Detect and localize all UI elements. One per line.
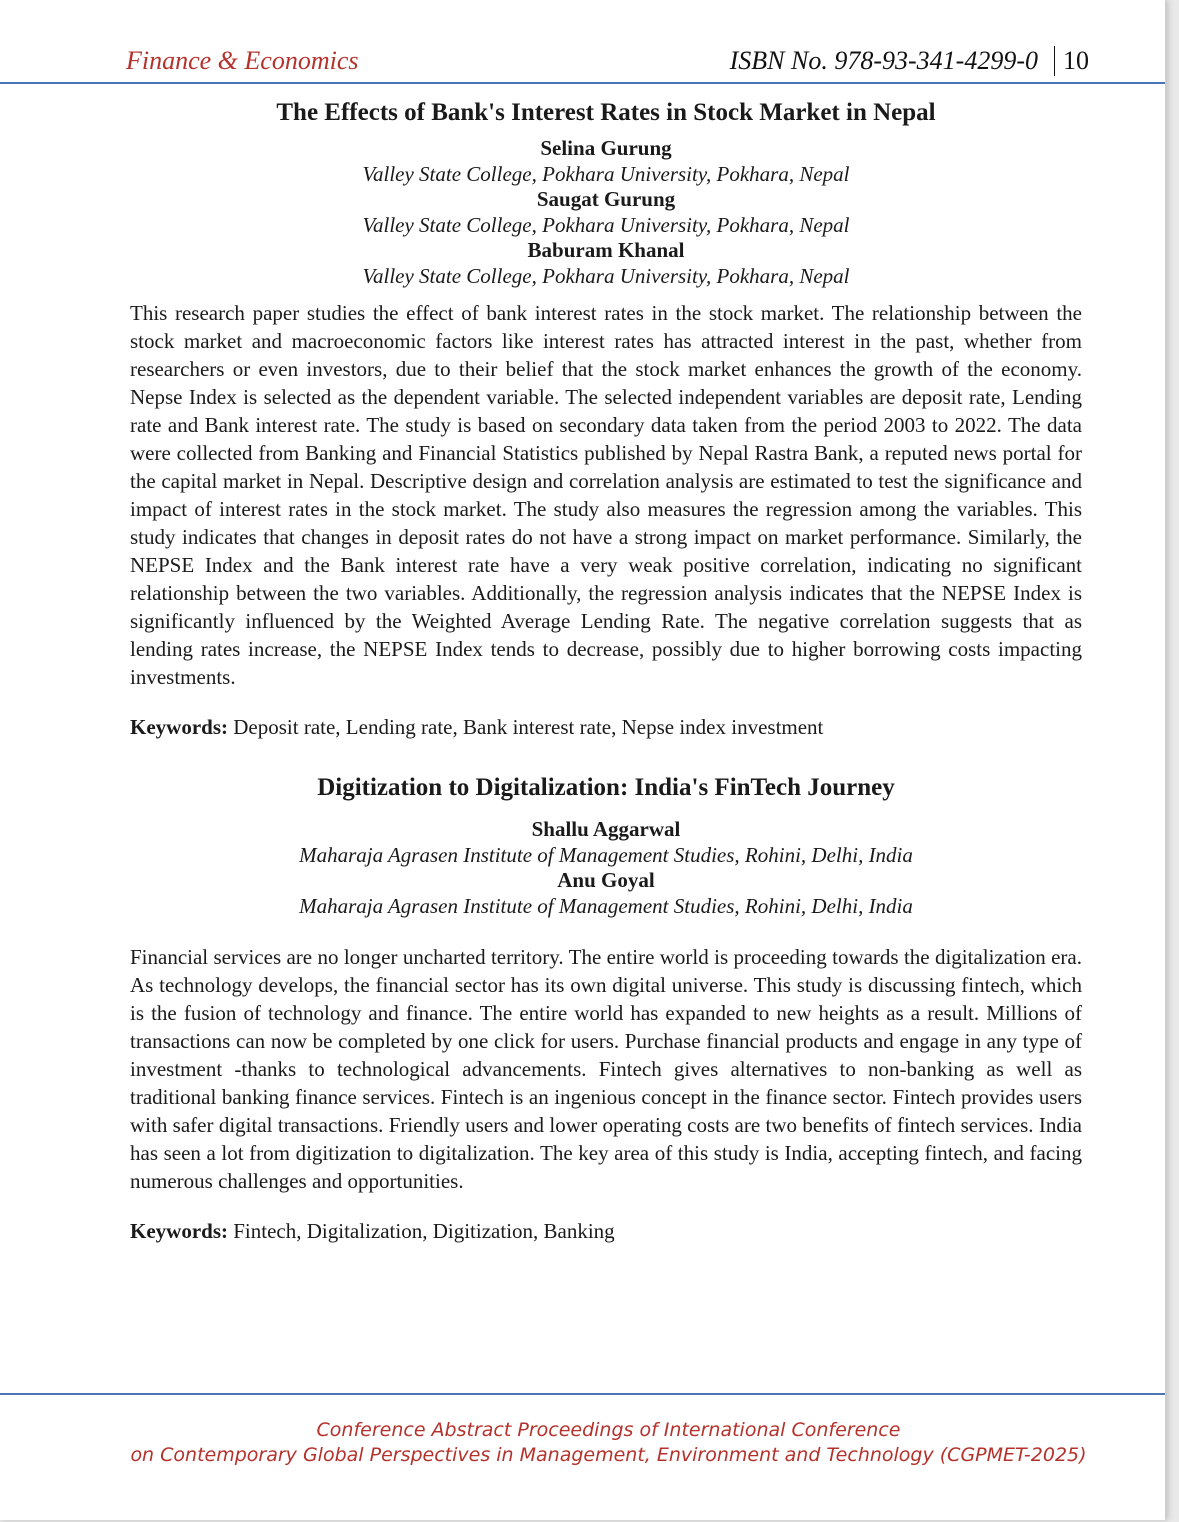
article-abstract: Financial services are no longer uncharted territory. The entire world is proceeding towards the digitalization era. As technology develops, the financial sector has its own digital universe. This study is discussing fintech, which is the fusion of technology and finance. The entire world has expanded to new heights as a result. Millions of transactions can now be completed by one click for users. Purchase financial products and engage in any type of investment -thanks to technological advancements. Fintech gives alternatives to non-banking as well as traditional banking finance services. Fintech is an ingenious concept in the finance sector. Fintech provides users with safer digital transactions. Friendly users and lower operating costs are two benefits of fintech services. India has seen a lot from digitization to digitalization. The key area of this study is India, accepting fintech, and facing numerous challenges and opportunities. (130, 945, 1082, 1193)
author-name: Saugat Gurung (536, 187, 676, 211)
keywords-label: Keywords: (130, 715, 228, 739)
footer-rule (0, 1393, 1165, 1395)
author-affiliation: Maharaja Agrasen Institute of Management Studies, Rohini, Delhi, India (299, 894, 913, 918)
author-affiliation: Valley State College, Pokhara University, Pokhara, Nepal (362, 264, 850, 288)
header-isbn-block (730, 46, 1089, 76)
author-name: Anu Goyal (557, 868, 655, 892)
article-abstract: This research paper studies the effect of bank interest rates in the stock market. The relationship between the stock market and macroeconomic factors like interest rates has attracted interest in the past, whether from researchers or even investors, due to their belief that the stock market enhances the growth of the economy. Nepse Index is selected as the dependent variable. The selected independent variables are deposit rate, Lending rate and Bank interest rate. The study is based on secondary data taken from the period 2003 to 2022. The data were collected from Banking and Financial Statistics published by Nepal Rastra Bank, a reputed news portal for the capital market in Nepal. Descriptive design and correlation analysis are estimated to test the significance and impact of interest rates in the stock market. The study also measures the regression among the variables. This study indicates that changes in deposit rates do not have a strong impact on market performance. Similarly, the NEPSE Index and the Bank interest rate have a very weak positive correlation, indicating no significant relationship between the two variables. Additionally, the regression analysis indicates that the NEPSE Index is significantly influenced by the Weighted Average Lending Rate. The negative correlation suggests that as lending rates increase, the NEPSE Index tends to decrease, possibly due to higher borrowing costs impacting investments. (130, 301, 1082, 689)
article-1 (130, 96, 1082, 741)
page-number-divider (1054, 46, 1055, 76)
header-rule (0, 82, 1165, 84)
article-keywords (130, 713, 1082, 741)
author-affiliation: Valley State College, Pokhara University, Pokhara, Nepal (362, 162, 850, 186)
author-name: Baburam Khanal (527, 238, 685, 262)
article-keywords (130, 1217, 1082, 1245)
footer-line-1: Conference Abstract Proceedings of International Conference (316, 1419, 901, 1441)
keywords-list: Deposit rate, Lending rate, Bank interest rate, Nepse index investment (233, 715, 824, 739)
section-name: Finance & Economics (126, 46, 359, 75)
author-name: Selina Gurung (540, 136, 672, 160)
author-affiliation: Valley State College, Pokhara University, Pokhara, Nepal (362, 213, 850, 237)
page-number: 10 (1063, 46, 1089, 75)
article-title: The Effects of Bank's Interest Rates in Stock Market in Nepal (276, 99, 936, 126)
footer-line-2: on Contemporary Global Perspectives in Management, Environment and Technology (CGPMET-2025) (130, 1444, 1087, 1466)
keywords-list: Fintech, Digitalization, Digitization, Banking (233, 1219, 615, 1243)
author-affiliation: Maharaja Agrasen Institute of Management Studies, Rohini, Delhi, India (299, 843, 913, 867)
keywords-label: Keywords: (130, 1219, 228, 1243)
article-2 (130, 771, 1082, 1245)
isbn-number: ISBN No. 978-93-341-4299-0 (729, 46, 1038, 75)
author-name: Shallu Aggarwal (531, 817, 681, 841)
article-title: Digitization to Digitalization: India's FinTech Journey (317, 774, 895, 801)
page-content (130, 96, 1082, 1245)
